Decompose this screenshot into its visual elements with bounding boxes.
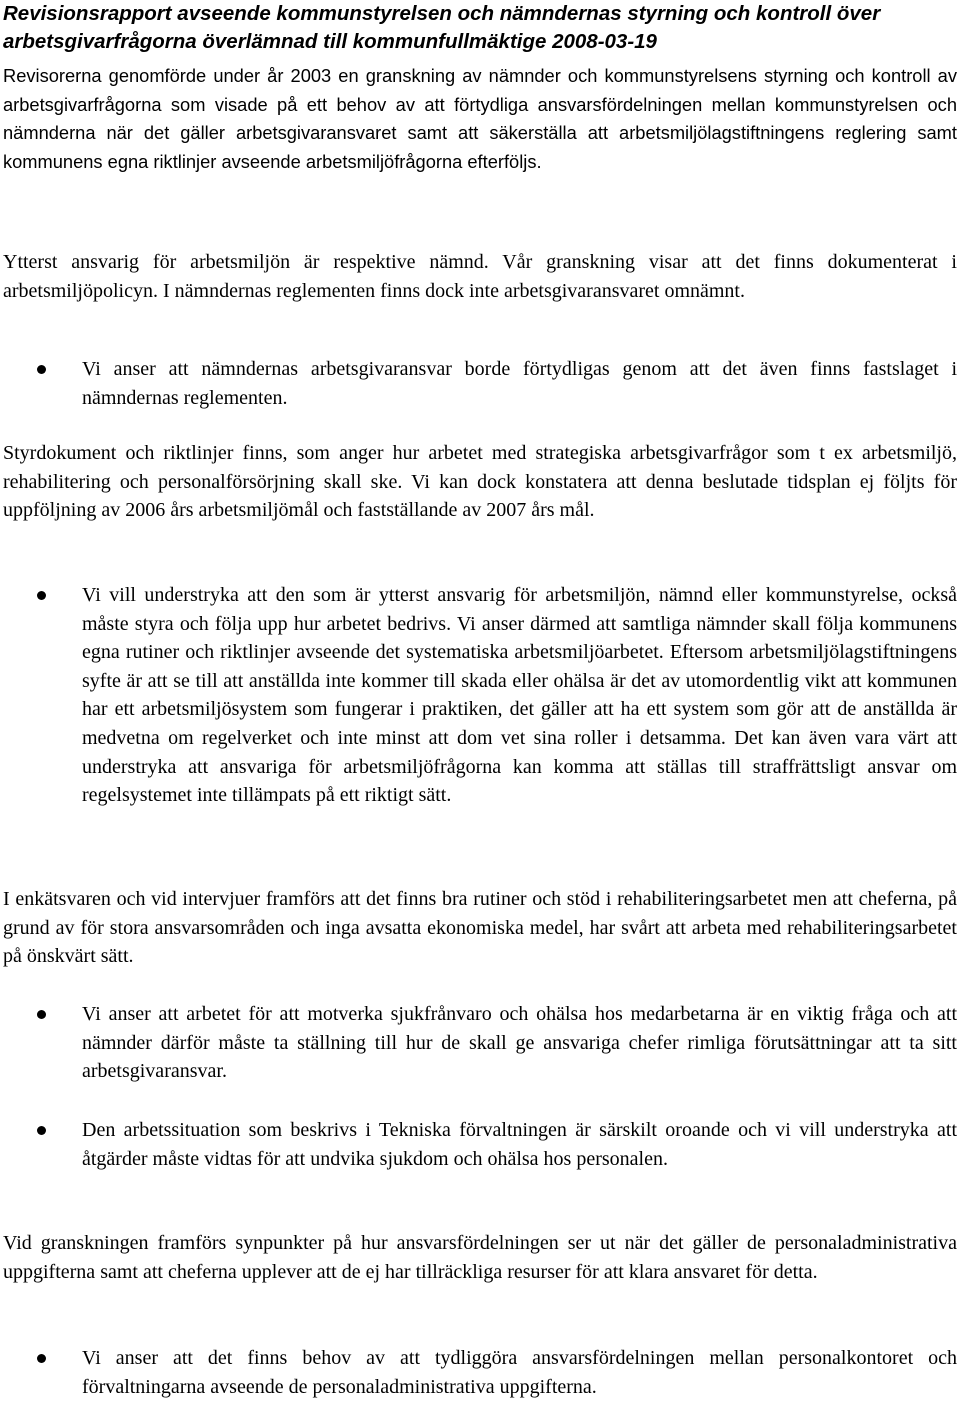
rehabilitation-paragraph: I enkätsvaren och vid intervjuer framförs att det finns bra rutiner och stöd i rehabiliteringsarbetet men att cheferna, på grund av för stora ansvarsområden och inga avsatta ekonomiska medel, har svårt att arbeta med rehabiliteringsarbetet på önskvärt sätt. [3,888,957,968]
bullet-icon [37,1126,46,1135]
recommendation-2: Vi vill understryka att den som är ytterst ansvarig för arbetsmiljön, nämnd eller kommunstyrelse, också måste styra och följa upp hur arbetet bedrivs. Vi anser därmed att samtliga nämnder skall följa kommunens egna rutiner och riktlinjer avseende det systematiska arbetsmiljöarbetet. Eftersom arbetsmiljölagstiftningens syfte är att se till att anställda inte kommer till skada eller ohälsa är det av utomordentlig vikt att kommunen har ett arbetsmiljösystem som fungerar i praktiken, det gäller att ha ett system som gör att de anställda är medvetna om regelverket och inte minst att dom vet sina roller i detsamma. Det kan även vara värt att understryka att ansvariga för arbetsmiljöfrågorna kan komma att ställas till straffrättsligt ansvar om regelsystemet inte tillämpats på ett riktigt sätt. [82,584,957,807]
governance-paragraph: Styrdokument och riktlinjer finns, som anger hur arbetet med strategiska arbetsgivarfrågor som t ex arbetsmiljö, rehabilitering och personalförsörjning skall ske. Vi kan dock konstatera att denna beslutade tidsplan ej följts för uppföljning av 2006 års arbetsmiljömål och fastställande av 2007 års mål. [3,442,957,522]
intro-paragraph: Revisorerna genomförde under år 2003 en granskning av nämnder och kommunstyrelsens styrning och kontroll av arbetsgivarfrågorna som visade på ett behov av att förtydliga ansvarsfördelningen mellan kommunstyrelsen och nämnderna när det gäller arbetsgivaransvaret samt att säkerställa att arbetsmiljölagstiftningens reglering samt kommunens egna riktlinjer avseende arbetsmiljöfrågorna efterföljs. [3,65,957,172]
document-title: Revisionsrapport avseende kommunstyrelsen och nämndernas styrning och kontroll över arbetsgivarfrågorna överlämnad till kommunfullmäktige 2008-03-19 [3,2,881,53]
bullet-icon [37,365,46,374]
recommendation-4: Den arbetssituation som beskrivs i Tekniska förvaltningen är särskilt oroande och vi vill understryka att åtgärder måste vidtas för att undvika sjukdom och ohälsa hos personalen. [82,1119,957,1170]
recommendation-3: Vi anser att arbetet för att motverka sjukfrånvaro och ohälsa hos medarbetarna är en viktig fråga och att nämnder därför måste ta ställning till hur de skall ge ansvariga chefer rimliga förutsättningar att ta sitt arbetsgivaransvar. [82,1003,957,1083]
bullet-icon [37,591,46,600]
hr-admin-paragraph: Vid granskningen framförs synpunkter på hur ansvarsfördelningen ser ut när det gäller de personaladministrativa uppgifterna samt att cheferna upplever att de ej har tillräckliga resurser för att klara ansvaret för detta. [3,1232,957,1283]
bullet-icon [37,1354,46,1363]
responsibility-paragraph: Ytterst ansvarig för arbetsmiljön är respektive nämnd. Vår granskning visar att det finns dokumenterat i arbetsmiljöpolicyn. I nämndernas reglementen finns dock inte arbetsgivaransvaret omnämnt. [3,251,957,302]
recommendation-1: Vi anser att nämndernas arbetsgivaransvar borde förtydligas genom att det även finns fastslaget i nämndernas reglementen. [82,358,957,409]
recommendation-5: Vi anser att det finns behov av att tydliggöra ansvarsfördelningen mellan personalkontoret och förvaltningarna avseende de personaladministrativa uppgifterna. [82,1347,957,1398]
bullet-icon [37,1010,46,1019]
